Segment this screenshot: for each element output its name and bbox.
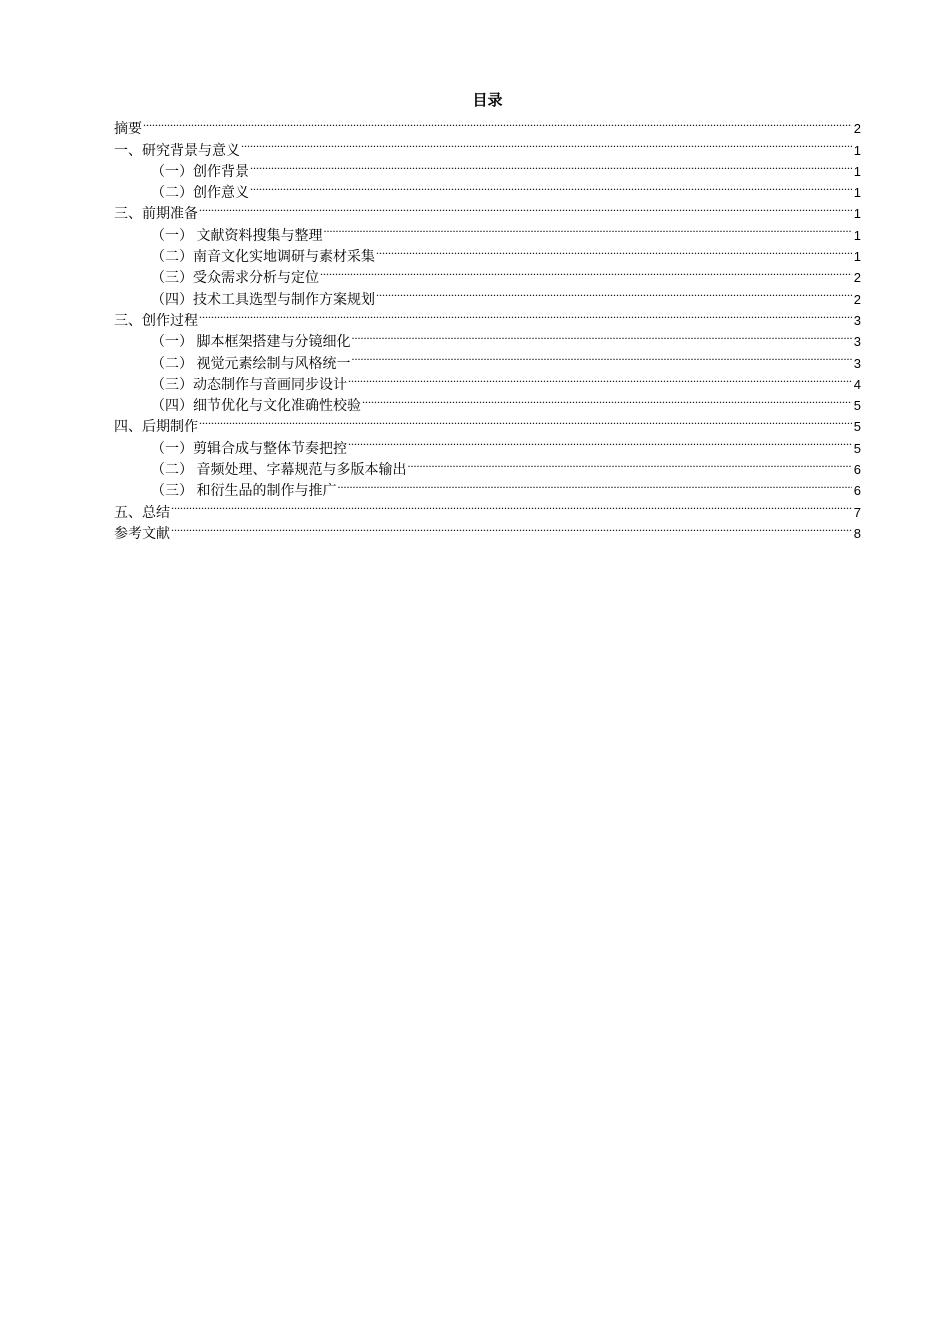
toc-page-number: 2 (853, 270, 861, 286)
toc-dot-leader (376, 240, 852, 261)
toc-entry-label: 三、前期准备 (114, 207, 198, 223)
toc-dot-leader (250, 155, 852, 176)
toc-dot-leader (376, 282, 852, 303)
toc-entry-label: 五、总结 (114, 505, 170, 521)
toc-entry[interactable] (114, 431, 861, 457)
toc-dot-leader (352, 325, 853, 346)
toc-entry[interactable] (114, 410, 861, 436)
toc-page-number: 5 (853, 398, 861, 414)
toc-entry-label: （二）南音文化实地调研与素材采集 (151, 250, 375, 266)
toc-entry[interactable] (114, 197, 861, 223)
toc-entry-label: （三）动态制作与音画同步设计 (151, 377, 347, 393)
table-of-contents (114, 90, 861, 542)
toc-entry-label: （二）创作意义 (151, 186, 249, 202)
toc-page-number: 3 (853, 334, 861, 350)
toc-entry[interactable] (114, 112, 861, 137)
toc-entry-label: （二） 视觉元素绘制与风格统一 (151, 356, 351, 372)
toc-dot-leader (241, 133, 852, 154)
toc-entry[interactable] (114, 304, 861, 329)
toc-page-number: 1 (853, 163, 861, 179)
toc-dot-leader (250, 176, 852, 197)
toc-page-number: 2 (853, 121, 861, 137)
toc-page-number: 1 (853, 227, 861, 243)
toc-entry-label: （四）技术工具选型与制作方案规划 (151, 292, 375, 308)
toc-dot-leader (348, 368, 852, 389)
toc-entry-label: 摘要 (114, 120, 142, 137)
toc-dot-leader (143, 112, 852, 133)
toc-page-number: 1 (853, 185, 861, 201)
toc-dot-leader (320, 261, 852, 282)
toc-dot-leader (352, 346, 853, 367)
toc-page-number: 5 (853, 419, 861, 435)
toc-entry-label: （一） 脚本框架搭建与分镜细化 (151, 335, 351, 351)
toc-entry-label: （三） 和衍生品的制作与推广 (151, 484, 337, 500)
toc-entry[interactable] (114, 325, 861, 351)
toc-dot-leader (199, 304, 852, 325)
toc-page-number: 5 (853, 440, 861, 456)
toc-entry[interactable] (114, 495, 861, 521)
toc-dot-leader (171, 495, 852, 516)
toc-page-number: 4 (853, 376, 861, 392)
toc-title: 目录 (472, 92, 503, 109)
toc-dot-leader (324, 218, 853, 239)
toc-page-number: 1 (853, 142, 861, 158)
toc-dot-leader (199, 410, 852, 431)
toc-page-number: 8 (853, 525, 861, 541)
toc-page-number: 6 (853, 462, 861, 478)
toc-entry-label: （四）细节优化与文化准确性校验 (151, 399, 361, 415)
toc-dot-leader (408, 453, 853, 474)
toc-dot-leader (199, 197, 852, 218)
toc-entry-label: 三、创作过程 (114, 313, 198, 329)
toc-entry[interactable] (114, 517, 861, 542)
toc-entry-label: （二） 音频处理、字幕规范与多版本输出 (151, 463, 407, 479)
toc-entry-label: 四、后期制作 (114, 420, 198, 436)
toc-dot-leader (362, 389, 852, 410)
toc-entry[interactable] (114, 133, 861, 159)
toc-page-number: 7 (853, 504, 861, 520)
toc-page-number: 2 (853, 291, 861, 307)
toc-page-number: 6 (853, 483, 861, 499)
toc-entry[interactable] (114, 218, 861, 244)
toc-entry-label: 参考文献 (114, 526, 170, 542)
toc-dot-leader (171, 517, 852, 538)
toc-page-number: 3 (853, 355, 861, 371)
toc-entry-label: （一） 文献资料搜集与整理 (151, 228, 323, 244)
toc-page-number: 3 (853, 312, 861, 328)
toc-entry-label: （三）受众需求分析与定位 (151, 271, 319, 287)
toc-list (114, 112, 861, 542)
toc-entry-label: 一、研究背景与意义 (114, 143, 240, 159)
toc-dot-leader (338, 474, 853, 495)
toc-page-number: 1 (853, 206, 861, 222)
toc-page-number: 1 (853, 249, 861, 265)
toc-entry-label: （一）创作背景 (151, 164, 249, 180)
toc-dot-leader (348, 431, 852, 452)
toc-entry-label: （一）剪辑合成与整体节奏把控 (151, 441, 347, 457)
